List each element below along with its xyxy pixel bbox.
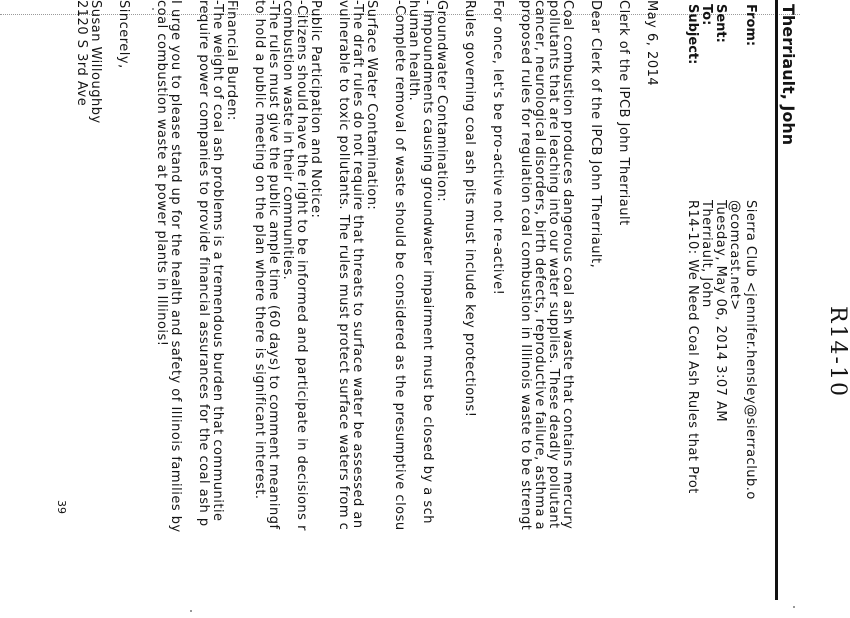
signoff: Sincerely, <box>116 0 131 69</box>
sent-value: Tuesday, May 06, 2014 3:07 AM <box>713 200 728 423</box>
intro-line-4: proposed rules for regulation coal combustion in Illinois waste to be strengt <box>518 0 533 531</box>
proactive-line: For once, let's be pro-active not re-active! <box>490 0 505 296</box>
key-protections-line: Rules governing coal ash pits must include key protections! <box>462 0 477 418</box>
subject-value: R14-10: We Need Coal Ash Rules that Prot <box>685 200 700 494</box>
financial-burden-line-1: -The weight of coal ash problems is a tremendous burden that communitie <box>210 0 225 522</box>
closing-request-line-2: coal combustion waste at power plants in Illinois! <box>154 0 169 347</box>
page-number: 39 <box>55 500 68 514</box>
document-number: R14-10 <box>825 306 850 398</box>
intro-line-1: Coal combustion produces dangerous coal ash waste that contains mercury <box>560 0 575 530</box>
surface-water-line-2: vulnerable to toxic pollutants. The rules must protect surface waters from c <box>336 0 351 531</box>
signature-address: 2120 S 3rd Ave <box>74 0 89 107</box>
from-value-cont: @comcast.net> <box>727 200 742 311</box>
groundwater-line-3: -Complete removal of waste should be considered as the presumptive closu <box>392 0 407 531</box>
letter-date: May 6, 2014 <box>644 0 659 87</box>
public-participation-heading: Public Participation and Notice: <box>308 0 323 219</box>
public-participation-line-2: combustion waste in their communities. <box>280 0 295 281</box>
salutation: Dear Clerk of the IPCB John Therriault, <box>588 0 603 269</box>
groundwater-line-1: - Impoundments causing groundwater impairment must be closed by a sch <box>420 0 435 525</box>
closing-request-line-1: I urge you to please stand up for the health and safety of Illinois families by <box>168 0 183 533</box>
from-value: Sierra Club <jennifer.hensley@sierraclub.o <box>743 200 758 500</box>
to-value: Therriault, John <box>699 200 714 308</box>
surface-water-line-1: -The draft rules do not require that threats to surface water be assessed an <box>350 0 365 529</box>
signature-name: Susan Willoughby <box>88 0 103 124</box>
sender-name-heading: Therriault, John <box>779 4 798 146</box>
from-label: From: <box>743 4 758 47</box>
recipient-line: Clerk of the IPCB John Therriault <box>616 0 631 226</box>
public-participation-line-4: to hold a public meeting on the plan where there is significant interest. <box>252 0 267 500</box>
public-participation-line-1: -Citizens should have the right to be informed and participate in decisions r <box>294 0 309 531</box>
intro-line-3: cancer, neurological disorders, birth defects, reproductive failure, asthma a <box>532 0 547 531</box>
public-participation-line-3: -The rules must give the public ample time (60 days) to comment meaningf <box>266 0 281 530</box>
financial-burden-heading: Financial Burden: <box>224 0 239 121</box>
title-underline <box>775 0 778 600</box>
intro-line-2: pollutants that are leaching into our water supplies. These deadly pollutant <box>546 0 561 529</box>
surface-water-heading: Surface Water Contamination: <box>364 0 379 211</box>
financial-burden-line-2: require power companies to provide financial assurances for the coal ash p <box>196 0 211 527</box>
to-label: To: <box>699 4 714 26</box>
groundwater-line-2: human health. <box>406 0 421 102</box>
groundwater-heading: Groundwater Contamination: <box>434 0 449 203</box>
subject-label: Subject: <box>685 4 700 65</box>
sent-label: Sent: <box>713 4 728 43</box>
